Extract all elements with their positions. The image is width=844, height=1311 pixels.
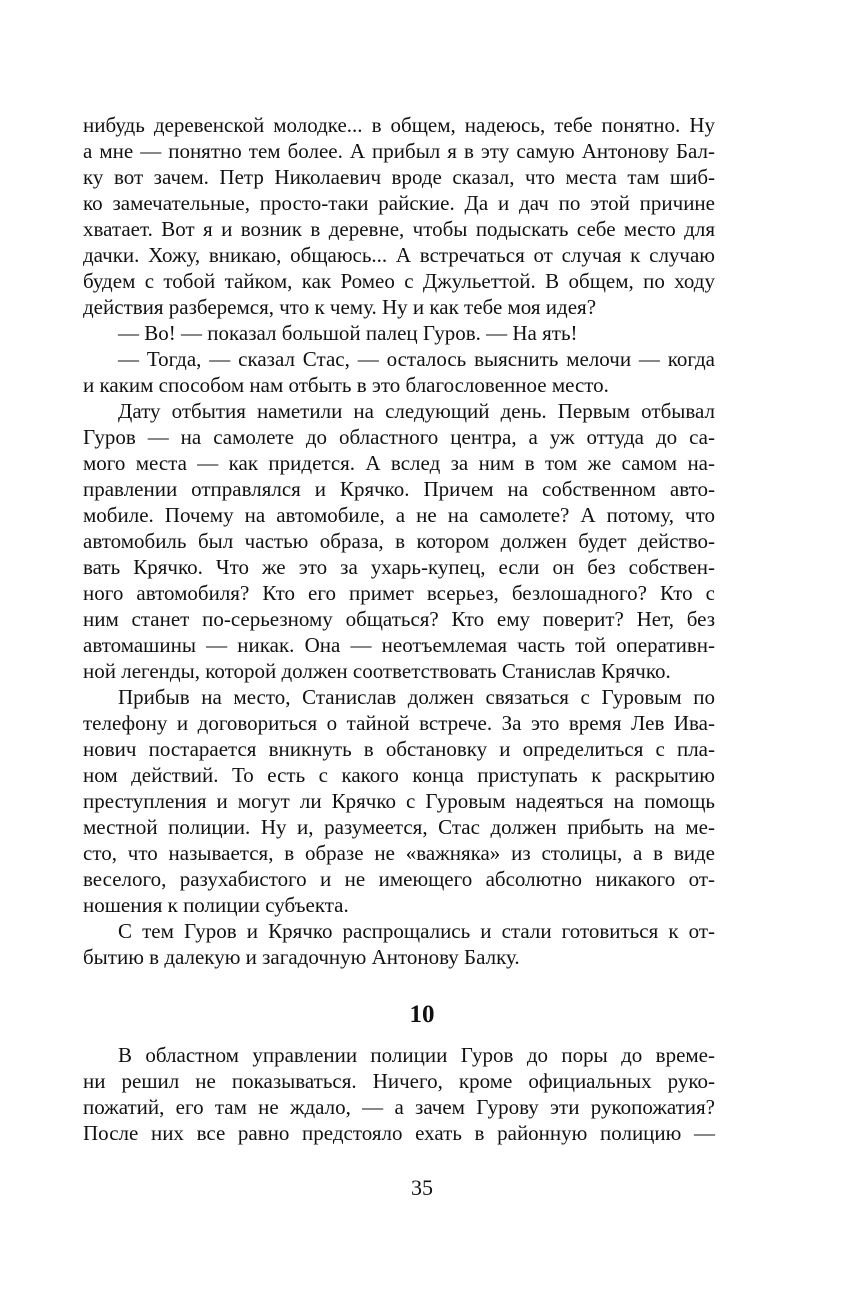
text-line: ку вот зачем. Петр Николаевич вроде сказал, что места там шиб- — [83, 165, 715, 189]
text-line: телефону и договориться о тайной встрече. За это время Лев Ива- — [83, 711, 715, 735]
text-line: ним станет по-серьезному общаться? Кто ему поверит? Нет, без — [83, 607, 715, 631]
text-line: и каким способом нам отбыть в это благословенное место. — [83, 373, 609, 397]
text-line: Дату отбытия наметили на следующий день. Первым отбывал — [118, 399, 715, 423]
text-line: ной легенды, которой должен соответствовать Станислав Крячко. — [83, 659, 671, 683]
text-line: мобиле. Почему на автомобиле, а не на самолете? А потому, что — [83, 503, 715, 527]
text-line: местной полиции. Ну и, разумеется, Стас должен прибыть на ме- — [83, 815, 715, 839]
text-line: нович постарается вникнуть в обстановку и определиться с пла- — [83, 737, 715, 761]
chapter-text-block — [83, 1042, 715, 1146]
chapter-heading: 10 — [409, 1001, 435, 1028]
text-line: ни решил не показываться. Ничего, кроме официальных руко- — [83, 1069, 715, 1093]
text-line: преступления и могут ли Крячко с Гуровым надеяться на помощь — [83, 789, 715, 813]
text-line: — Во! — показал большой палец Гуров. — На ять! — [118, 321, 578, 345]
text-line: автомашины — никак. Она — неотъемлемая часть той оперативн- — [83, 633, 715, 657]
text-line: дачки. Хожу, вникаю, общаюсь... А встречаться от случая к случаю — [83, 243, 715, 267]
text-line: После них все равно предстояло ехать в районную полицию — — [83, 1121, 715, 1145]
text-line: вать Крячко. Что же это за ухарь-купец, если он без собствен- — [83, 555, 715, 579]
text-line: действия разберемся, что к чему. Ну и как тебе моя идея? — [83, 295, 597, 319]
text-line: мого места — как придется. А вслед за ним в том же самом на- — [83, 451, 715, 475]
text-line: Прибыв на место, Станислав должен связаться с Гуровым по — [118, 685, 715, 709]
text-line: веселого, разухабистого и не имеющего абсолютно никакого от- — [83, 867, 715, 891]
text-line: правлении отправлялся и Крячко. Причем на собственном авто- — [83, 477, 715, 501]
text-line: В областном управлении полиции Гуров до поры до време- — [118, 1043, 715, 1067]
text-line: бытию в далекую и загадочную Антонову Балку. — [83, 945, 520, 969]
text-line: хватает. Вот я и возник в деревне, чтобы подыскать себе место для — [83, 217, 715, 241]
text-line: ного автомобиля? Кто его примет всерьез, безлошадного? Кто с — [83, 581, 715, 605]
text-line: а мне — понятно тем более. А прибыл я в эту самую Антонову Бал- — [83, 139, 715, 163]
page-number: 35 — [411, 1175, 433, 1200]
text-line: — Тогда, — сказал Стас, — осталось выяснить мелочи — когда — [118, 347, 715, 371]
text-line: нибудь деревенской молодке... в общем, надеюсь, тебе понятно. Ну — [83, 113, 715, 137]
text-line: С тем Гуров и Крячко распрощались и стали готовиться к от- — [118, 919, 715, 943]
text-line: ном действий. То есть с какого конца приступать к раскрытию — [83, 763, 715, 787]
text-line: автомобиль был частью образа, в котором должен будет действо- — [83, 529, 715, 553]
text-line: ко замечательные, просто-таки райские. Да и дач по этой причине — [83, 191, 715, 215]
text-line: сто, что называется, в образе не «важняка» из столицы, а в виде — [83, 841, 715, 865]
text-line: Гуров — на самолете до областного центра, а уж оттуда до са- — [83, 425, 715, 449]
text-line: будем с тобой тайком, как Ромео с Джульеттой. В общем, по ходу — [83, 269, 715, 293]
text-line: ношения к полиции субъекта. — [83, 893, 349, 917]
text-line: пожатий, его там не ждало, — а зачем Гурову эти рукопожатия? — [83, 1095, 715, 1119]
main-text-block — [83, 112, 715, 970]
